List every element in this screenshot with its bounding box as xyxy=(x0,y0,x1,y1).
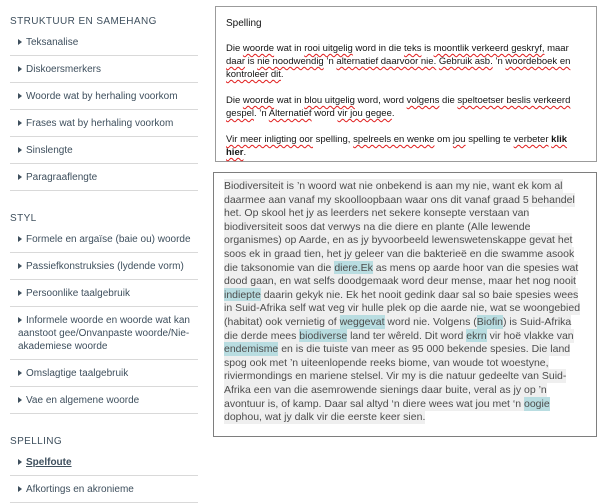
info-paragraph-3 xyxy=(226,133,586,159)
text-segment: spelreels en wenke xyxy=(353,134,435,145)
text-segment: . xyxy=(243,147,247,158)
text-segment: woorde xyxy=(242,43,275,54)
text-segment: Vir meer inligting oor xyxy=(226,134,313,145)
text-segment: spelling, xyxy=(312,134,354,145)
sidebar-item-label: Spelfoute xyxy=(26,457,72,468)
expand-triangle-icon xyxy=(18,120,22,126)
text-segment: rooi uitgelig xyxy=(304,43,353,54)
analyzed-text xyxy=(224,180,586,425)
sidebar-item-teksanalise[interactable] xyxy=(10,29,198,56)
text-segment: wat in xyxy=(274,43,305,54)
sidebar-section-title: SPELLING xyxy=(10,436,63,447)
info-paragraph-2 xyxy=(226,94,586,120)
text-segment: word xyxy=(311,108,338,119)
sidebar-item-informele-woorde-en-woorde-wat-kan-aanst[interactable] xyxy=(10,307,198,360)
expand-triangle-icon xyxy=(18,66,22,72)
text-segment: word nie. Volgens ( xyxy=(384,315,477,328)
text-segment: dophou, wat jy dalk vir die eerste keer sien. xyxy=(224,411,426,424)
sidebar-item-label: Woorde wat by herhaling voorkom xyxy=(26,91,178,102)
text-segment: speltoetser beslis verkeerd gespel xyxy=(226,95,571,119)
sidebar-item-label: Omslagtige taalgebruik xyxy=(26,368,129,379)
text-segment: volgens xyxy=(406,95,440,106)
expand-triangle-icon xyxy=(18,174,22,180)
sidebar-item-paragraaflengte[interactable] xyxy=(10,164,198,191)
text-segment: en is die tuiste van meer as 95 000 bekende spesies. Die land spog ook met ’n uiteenlopende reeks biome, van woude tot woestyne, riviermondings en mariene stelsel. Vir my is die natuur gedeelte van Suid-Afrika een van die asemrowende sienings daar buite, veral as jy op ’n avontuur is, of kamp. Daar sal altyd ‘n diere wees wat jou met ‘n xyxy=(224,343,571,410)
text-segment: die xyxy=(439,95,458,106)
text-segment: ) is Suid-Afrika die derde mees xyxy=(224,315,572,342)
sidebar-item-spelfoute[interactable] xyxy=(10,449,198,476)
expand-triangle-icon xyxy=(18,370,22,376)
expand-triangle-icon xyxy=(18,39,22,45)
text-segment: Alternatief xyxy=(268,108,312,119)
expand-triangle-icon xyxy=(18,290,22,296)
expand-triangle-icon xyxy=(18,459,22,465)
flagged-word[interactable]: Biofin xyxy=(476,315,503,328)
text-segment: . ’n xyxy=(254,108,269,119)
text-segment: word, word xyxy=(354,95,407,106)
flagged-word[interactable]: endemisme xyxy=(224,343,279,356)
sidebar-item-label: Diskoersmerkers xyxy=(26,64,102,75)
flagged-word[interactable]: indiepte xyxy=(224,288,261,301)
sidebar-item-woorde-wat-by-herhaling-voorkom[interactable] xyxy=(10,83,198,110)
analyzed-text-panel xyxy=(213,172,597,437)
text-segment: Biodiversiteit is ’n woord wat nie onbekend is aan my nie, want ek kom al daarmee aan vanaf my skoolloopbaan waar ons dit vanaf graad 5 behandel het. Op skool het jy as leerders net sekere konsepte verstaan van biodiversiteit soos dat verwys na die diere en plante (Alle lewende organismes) op Aarde, en as jy byvoorbeeld lewenswetenskappe gevat het soos ek in graad tien, het jy geleer van die bakterieë en die swamme asook die taksonomie van die xyxy=(224,180,575,274)
sidebar-item-label: Formele en argaïse (baie ou) woorde xyxy=(26,234,191,245)
sidebar-item-vae-en-algemene-woorde[interactable] xyxy=(10,387,198,414)
flagged-word[interactable]: ekrn xyxy=(466,329,487,342)
sidebar-item-afkortings-en-akronieme[interactable] xyxy=(10,476,198,503)
sidebar-item-label: Sinslengte xyxy=(26,145,73,156)
text-segment: ’n xyxy=(492,56,506,67)
text-segment: is xyxy=(245,56,258,67)
sidebar-item-label: Persoonlike taalgebruik xyxy=(26,288,130,299)
expand-triangle-icon xyxy=(18,486,22,492)
text-segment: daarin gekyk nie. Ek het nooit gedink daar sal so baie spesies wees in Suid-Afrika self wat veg vir hulle plek op die aarde nie, wat se woongebied (habitat) ook vernietig of xyxy=(224,288,581,328)
sidebar-item-persoonlike-taalgebruik[interactable] xyxy=(10,280,198,307)
text-segment: as mens op aarde hoor van die spesies wat dood gaan, en wat selfs doodgemaak word deur mense, maar het nog nooit xyxy=(224,261,579,288)
sidebar-item-passiefkonstruksies-lydende-vorm[interactable] xyxy=(10,253,198,280)
sidebar-item-frases-wat-by-herhaling-voorkom[interactable] xyxy=(10,110,198,137)
text-segment: maar xyxy=(544,43,569,54)
sidebar-item-sinslengte[interactable] xyxy=(10,137,198,164)
text-segment: daar xyxy=(226,56,246,67)
spelling-info-panel xyxy=(215,6,597,162)
text-segment: woorde xyxy=(242,95,275,106)
text-segment: is xyxy=(421,43,434,54)
sidebar-item-label: Afkortings en akronieme xyxy=(26,484,134,495)
sidebar-item-label: Paragraaflengte xyxy=(26,172,98,183)
text-segment: woordeboek en kontroleer dit xyxy=(226,56,571,80)
text-segment: nie noodwendig xyxy=(257,56,324,67)
text-segment: Die xyxy=(226,95,243,106)
text-segment: moontlik verkeerd geskryf, xyxy=(433,43,545,54)
text-segment: alternatief daarvoor nie. xyxy=(336,56,437,67)
text-segment: vir jou gegee xyxy=(337,108,392,119)
sidebar-item-formele-en-arga-se-baie-ou-woorde[interactable] xyxy=(10,226,198,253)
text-segment: vir hoë vlakke van xyxy=(486,329,574,342)
sidebar-item-omslagtige-taalgebruik[interactable] xyxy=(10,360,198,387)
text-segment: . xyxy=(391,108,395,119)
sidebar-item-label: Vae en algemene woorde xyxy=(26,395,140,406)
expand-triangle-icon xyxy=(18,93,22,99)
expand-triangle-icon xyxy=(18,397,22,403)
panel-title: Spelling xyxy=(226,18,262,29)
text-segment: Gebruik asb. xyxy=(438,56,493,67)
expand-triangle-icon xyxy=(18,236,22,242)
flagged-word[interactable]: biodiverse xyxy=(299,329,348,342)
sidebar-item-diskoersmerkers[interactable] xyxy=(10,56,198,83)
sidebar-item-label: Passiefkonstruksies (lydende vorm) xyxy=(26,261,184,272)
text-segment: land ter wêreld. Dit word xyxy=(347,329,467,342)
text-segment: . xyxy=(280,69,284,80)
flagged-word[interactable]: oogie xyxy=(523,397,550,410)
sidebar-item-label: Frases wat by herhaling voorkom xyxy=(26,118,174,129)
text-segment: Die xyxy=(226,43,243,54)
sidebar-section-title: STYL xyxy=(10,213,37,224)
expand-triangle-icon xyxy=(18,263,22,269)
text-segment: spelling te xyxy=(465,134,514,145)
klik-hier-link[interactable]: klik hier xyxy=(226,134,568,158)
sidebar xyxy=(0,0,212,503)
text-segment: verbeter xyxy=(513,134,549,145)
info-paragraph-1 xyxy=(226,42,586,81)
expand-triangle-icon xyxy=(18,147,22,153)
text-segment: om xyxy=(434,134,453,145)
text-segment: jou xyxy=(452,134,466,145)
expand-triangle-icon xyxy=(18,317,22,323)
text-segment: blou uitgelig xyxy=(304,95,355,106)
text-segment: teks xyxy=(404,43,422,54)
text-segment: word in die xyxy=(352,43,405,54)
text-segment: ’n xyxy=(323,56,337,67)
text-segment: wat in xyxy=(274,95,305,106)
flagged-word[interactable]: diere.Ek xyxy=(334,261,373,274)
sidebar-item-label: Informele woorde en woorde wat kan aanstoot gee/Onvanpaste woorde/Nie-akademiese woorde xyxy=(18,315,190,352)
flagged-word[interactable]: weggevat xyxy=(339,315,385,328)
sidebar-section-title: STRUKTUUR EN SAMEHANG xyxy=(10,16,157,27)
sidebar-item-label: Teksanalise xyxy=(26,37,79,48)
